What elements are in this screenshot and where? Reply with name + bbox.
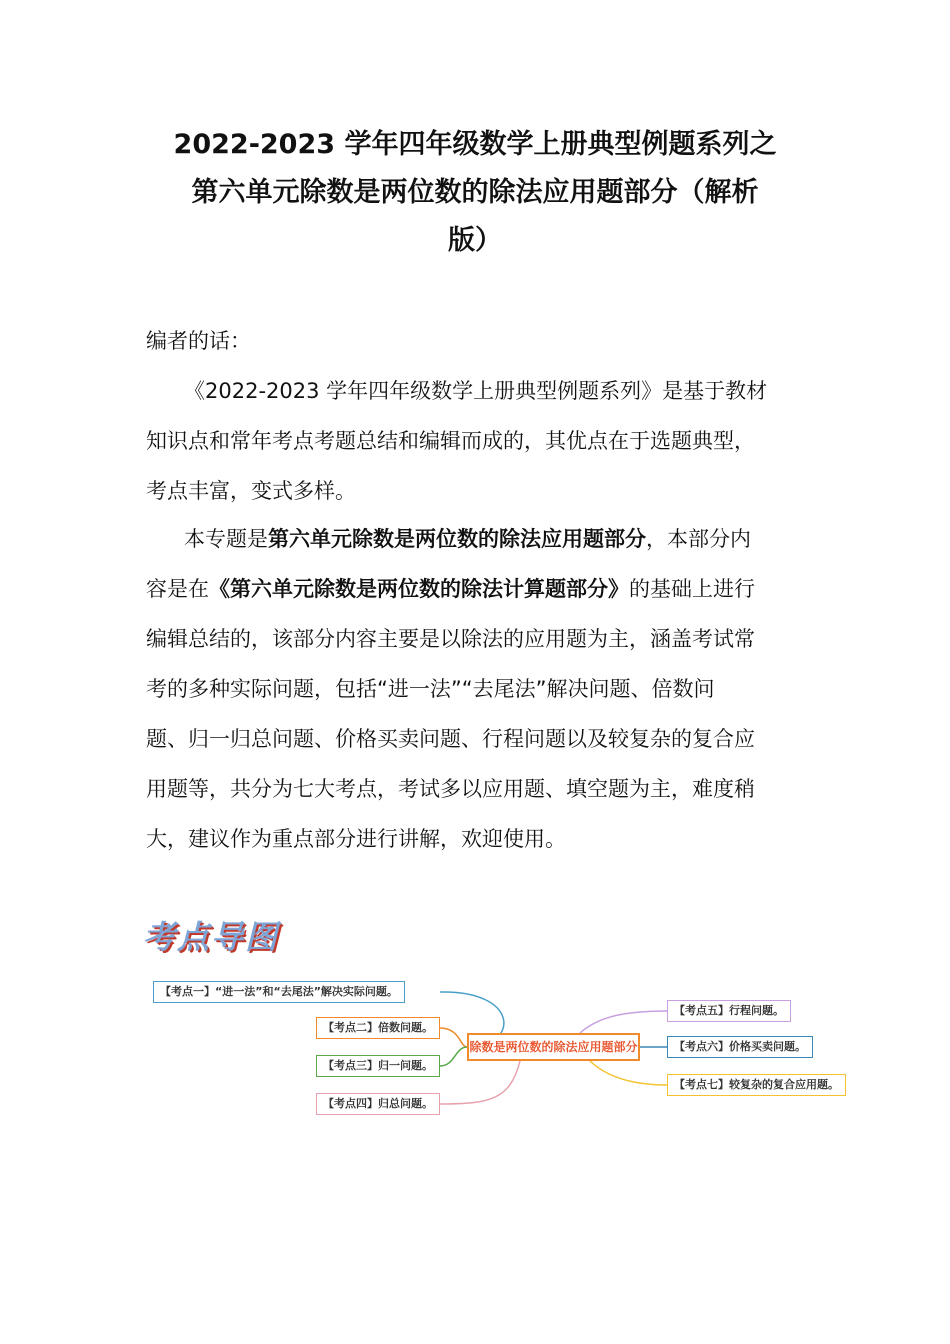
intro-heading: 编者的话： <box>146 329 251 353</box>
document-title-line-2: 第六单元除数是两位数的除法应用题部分（解析 <box>191 177 759 208</box>
connector-left-2 <box>440 1028 467 1047</box>
intro-paragraph-2-line-5: 题、归一归总问题、价格买卖问题、行程问题以及较复杂的复合应 <box>146 727 755 751</box>
mindmap-node-5: 【考点五】行程问题。 <box>667 1000 791 1022</box>
document-title-line-1: 2022-2023 学年四年级数学上册典型例题系列之 <box>173 129 777 160</box>
mindmap-node-4: 【考点四】归总问题。 <box>316 1093 440 1115</box>
intro-paragraph-1-line-1: 《2022-2023 学年四年级数学上册典型例题系列》是基于教材 <box>184 379 768 403</box>
intro-paragraph-2-line-6: 用题等，共分为七大考点，考试多以应用题、填空题为主，难度稍 <box>146 777 755 801</box>
mindmap-node-1: 【考点一】“进一法”和“去尾法”解决实际问题。 <box>153 981 405 1003</box>
bold-topic: 第六单元除数是两位数的除法应用题部分 <box>268 527 646 551</box>
mindmap-node-3: 【考点三】归一问题。 <box>316 1055 440 1077</box>
text-segment: 的基础上进行 <box>629 577 755 601</box>
mindmap-node-6: 【考点六】价格买卖问题。 <box>667 1036 813 1058</box>
intro-paragraph-1-line-2: 知识点和常年考点考题总结和编辑而成的，其优点在于选题典型， <box>146 429 755 453</box>
connector-left-4 <box>440 1061 520 1104</box>
intro-paragraph-2-line-7: 大，建议作为重点部分进行讲解，欢迎使用。 <box>146 827 566 851</box>
mindmap-heading: 考点导图 <box>143 918 280 956</box>
text-segment: ，本部分内 <box>646 527 751 551</box>
connector-right-7 <box>590 1061 667 1085</box>
intro-paragraph-2-line-3: 编辑总结的，该部分内容主要是以除法的应用题为主，涵盖考试常 <box>146 627 755 651</box>
text-segment: 容是在 <box>146 577 209 601</box>
mindmap-center-node: 除数是两位数的除法应用题部分 <box>467 1033 640 1061</box>
intro-paragraph-1-line-3: 考点丰富，变式多样。 <box>146 479 356 503</box>
bold-reference: 《第六单元除数是两位数的除法计算题部分》 <box>209 577 629 601</box>
mindmap-node-2: 【考点二】倍数问题。 <box>316 1017 440 1039</box>
intro-paragraph-2-line-4: 考的多种实际问题，包括“进一法”“去尾法”解决问题、倍数问 <box>146 677 715 701</box>
connector-left-3 <box>440 1047 467 1066</box>
text-segment: 本专题是 <box>184 527 268 551</box>
document-title-line-3: 版） <box>448 225 502 256</box>
connector-right-5 <box>580 1011 667 1033</box>
mindmap-node-7: 【考点七】较复杂的复合应用题。 <box>667 1074 846 1096</box>
